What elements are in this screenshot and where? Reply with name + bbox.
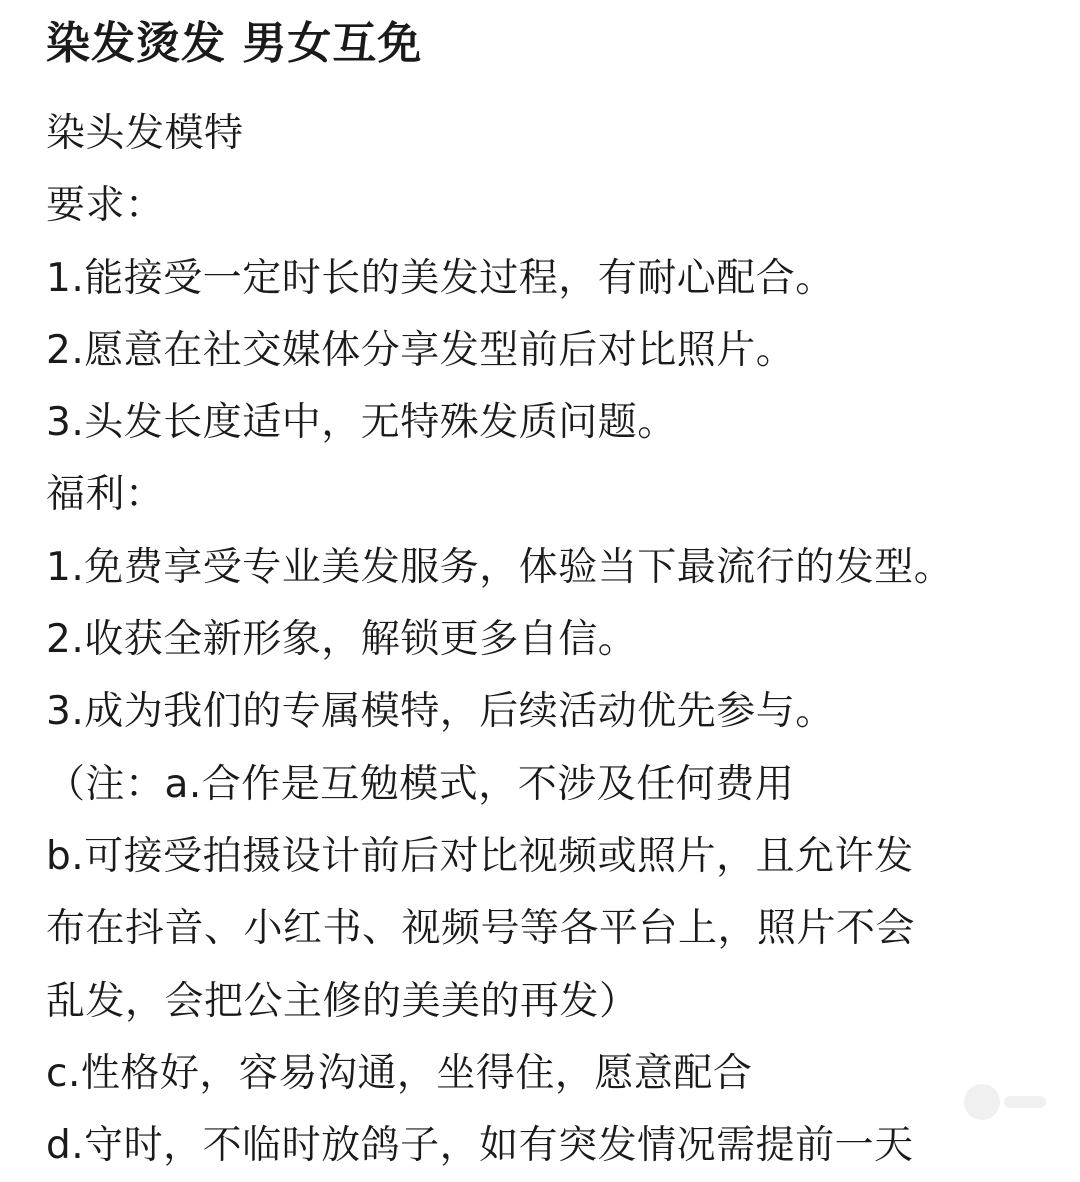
body-line: 3.头发长度适中，无特殊发质问题。 <box>46 400 677 446</box>
post-body <box>46 98 1046 1182</box>
post-title: 染发烫发 男女互免 <box>46 18 423 69</box>
body-line: （注：a.合作是互勉模式，不涉及任何费用 <box>46 761 795 807</box>
body-line: 1.能接受一定时长的美发过程，有耐心配合。 <box>46 255 835 301</box>
body-line: 2.收获全新形象，解锁更多自信。 <box>46 617 638 663</box>
watermark-logo-icon <box>960 1072 1050 1132</box>
body-line: c.性格好，容易沟通，坐得住，愿意配合 <box>46 1050 753 1096</box>
body-line: 乱发，会把公主修的美美的再发） <box>46 978 639 1024</box>
body-line: 染头发模特 <box>46 111 244 156</box>
body-line: 福利： <box>46 472 165 518</box>
body-line: 布在抖音、小红书、视频号等各平台上，照片不会 <box>46 906 916 952</box>
body-line: 2.愿意在社交媒体分享发型前后对比照片。 <box>46 327 796 373</box>
body-line: b.可接受拍摄设计前后对比视频或照片，且允许发 <box>46 833 914 879</box>
body-line: 1.免费享受专业美发服务，体验当下最流行的发型。 <box>46 544 954 590</box>
body-line: 3.成为我们的专属模特，后续活动优先参与。 <box>46 689 835 735</box>
body-line: 要求： <box>46 183 165 229</box>
body-line: d.守时，不临时放鸽子，如有突发情况需提前一天 <box>46 1123 914 1169</box>
